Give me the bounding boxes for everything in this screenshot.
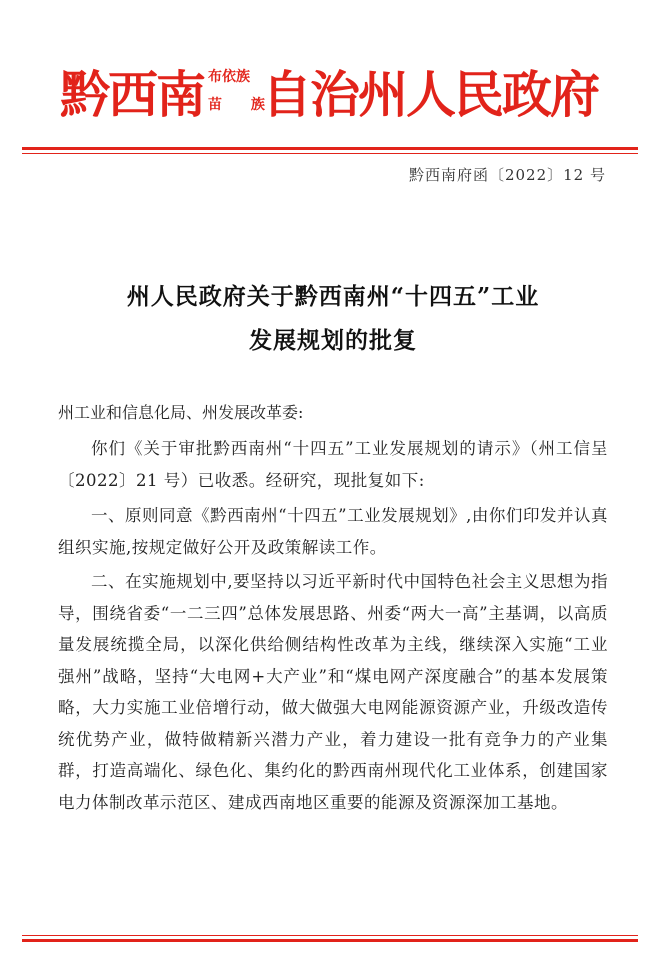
- recipient: 州工业和信息化局、州发展改革委:: [58, 403, 304, 422]
- document-number: 黔西南府函〔2022〕12 号: [408, 166, 606, 184]
- paragraph-2: 一、原则同意《黔西南州“十四五”工业发展规划》,由你们印发并认真组织实施,按规定做好公开及政策解读工作。: [58, 506, 608, 557]
- masthead-ethnic-line1: 布依族: [208, 69, 250, 85]
- paragraph-3: 二、在实施规划中,要坚持以习近平新时代中国特色社会主义思想为指导，围绕省委“一二三四”总体发展思路、州委“两大一高”主基调，以高质量发展统揽全局，以深化供给侧结构性改革为主线，继续深入实施“工业强州”战略，坚持“大电网+大产业”和“煤电网产深度融合”的基本发展策略，大力实施工业倍增行动，做大做强大电网能源资源产业，升级改造传统优势产业，做特做精新兴潜力产业，着力建设一批有竞争力的产业集群，打造高端化、绿色化、集约化的黔西南州现代化工业体系，创建国家电力体制改革示范区、建成西南地区重要的能源及资源深加工基地。: [58, 572, 608, 812]
- masthead-name-right: 自治州人民政府: [262, 65, 598, 124]
- document-title-line1: 州人民政府关于黔西南州“十四五”工业: [126, 283, 540, 310]
- footer-divider-thin: [22, 935, 638, 936]
- masthead-ethnic-line2: 苗 族: [208, 97, 277, 113]
- masthead-name-left: 黔西南: [60, 65, 204, 124]
- footer-divider-thick: [22, 939, 638, 942]
- masthead-divider-thin: [22, 153, 638, 154]
- masthead-divider-thick: [22, 147, 638, 150]
- document-title-line2: 发展规划的批复: [249, 327, 417, 354]
- paragraph-1: 你们《关于审批黔西南州“十四五”工业发展规划的请示》（州工信呈〔2022〕21 号）已收悉。经研究，现批复如下:: [58, 439, 608, 490]
- masthead: [0, 50, 666, 140]
